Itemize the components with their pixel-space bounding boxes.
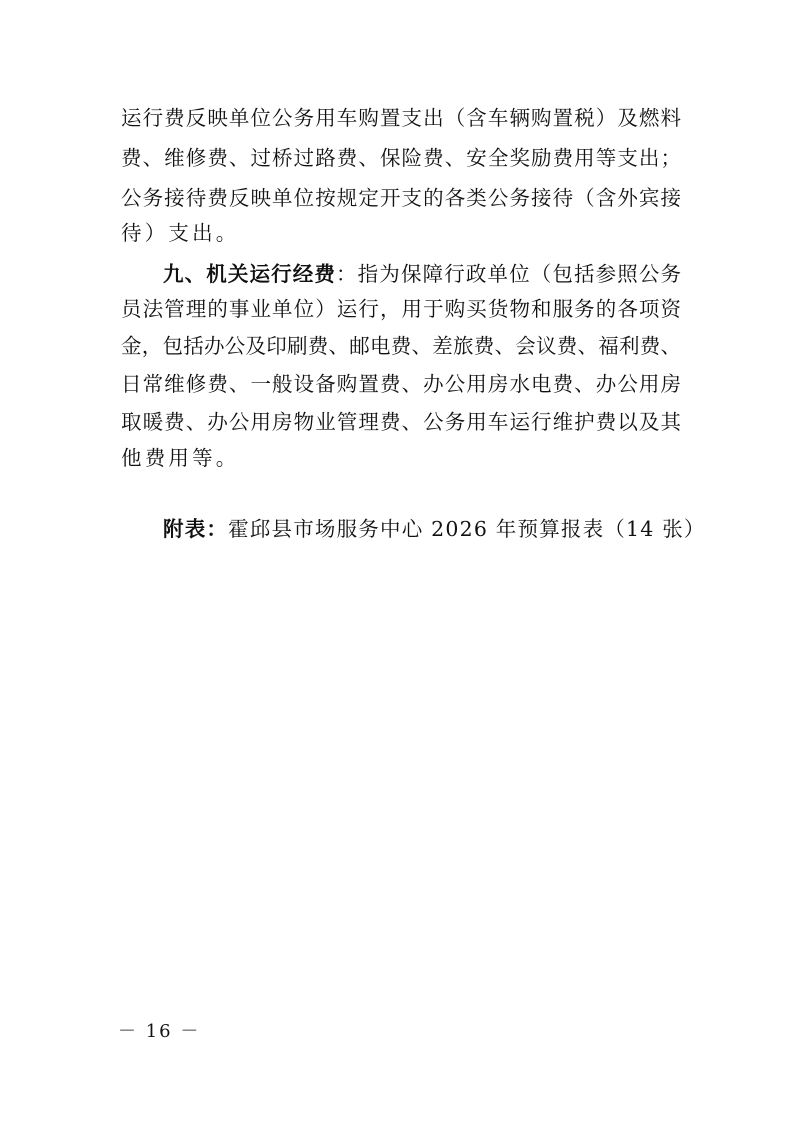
section-heading: 九、机关运行经费 (163, 262, 337, 286)
paragraph-1-line-2: 费、维修费、过桥过路费、保险费、安全奖励费用等支出； (121, 146, 681, 170)
page-number: － 16 － (118, 1021, 201, 1042)
appendix-line (163, 512, 706, 546)
paragraph-1-line-4: 待）支出。 (121, 221, 240, 245)
paragraph-2-line-6: 他费用等。 (121, 446, 240, 470)
paragraph-2-line-3: 金，包括办公及印刷费、邮电费、差旅费、会议费、福利费、 (121, 334, 681, 358)
paragraph-2-line-5: 取暖费、办公用房物业管理费、公务用车运行维护费以及其 (121, 410, 681, 434)
appendix-text: 霍邱县市场服务中心 2026 年预算报表（14 张） (228, 517, 706, 541)
paragraph-2-line-4: 日常维修费、一般设备购置费、办公用房水电费、办公用房 (121, 372, 681, 396)
paragraph-2-line-1 (163, 257, 681, 291)
paragraph-2-line-2: 员法管理的事业单位）运行，用于购买货物和服务的各项资 (121, 297, 681, 321)
appendix-label: 附表： (163, 517, 229, 541)
paragraph-1-line-3: 公务接待费反映单位按规定开支的各类公务接待（含外宾接 (121, 186, 681, 210)
paragraph-2-line-1-text: ：指为保障行政单位（包括参照公务 (336, 262, 682, 286)
paragraph-1-line-1: 运行费反映单位公务用车购置支出（含车辆购置税）及燃料 (121, 106, 681, 130)
